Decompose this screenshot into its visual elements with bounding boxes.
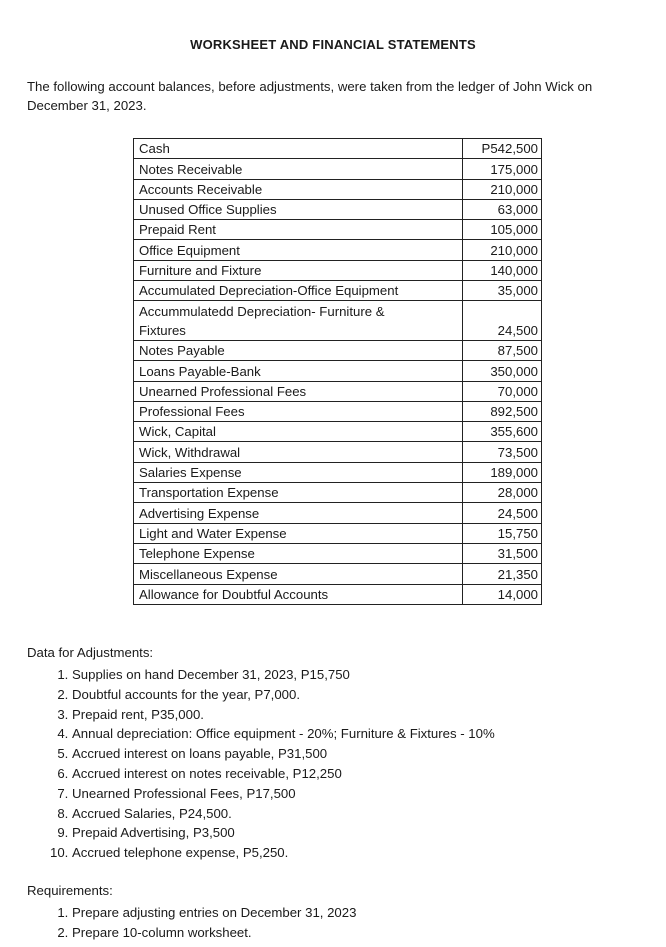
- table-row: [134, 361, 542, 381]
- intro-paragraph: The following account balances, before adjustments, were taken from the ledger of John Wick on December 31, 2023.: [27, 79, 593, 113]
- account-name: Furniture and Fixture: [134, 260, 463, 280]
- account-amount: 70,000: [463, 381, 542, 401]
- account-name: Unearned Professional Fees: [134, 381, 463, 401]
- table-row: [134, 199, 542, 219]
- account-amount: 35,000: [463, 281, 542, 301]
- table-row: [134, 564, 542, 584]
- account-name: Office Equipment: [134, 240, 463, 260]
- table-row: [134, 503, 542, 523]
- adjustments-heading: Data for Adjustments:: [27, 645, 154, 660]
- list-item: 1. Supplies on hand December 31, 2023, P15,750: [72, 665, 495, 685]
- account-amount: P542,500: [463, 139, 542, 159]
- account-name: Cash: [134, 139, 463, 159]
- account-name: Loans Payable-Bank: [134, 361, 463, 381]
- table-row: [134, 462, 542, 482]
- table-row: [134, 139, 542, 159]
- adjustments-list: [44, 665, 495, 863]
- account-amount: 189,000: [463, 462, 542, 482]
- table-row: [134, 442, 542, 462]
- account-name: Accummulatedd Depreciation- Furniture &: [134, 301, 463, 321]
- document-title: WORKSHEET AND FINANCIAL STATEMENTS: [190, 37, 476, 52]
- account-amount: 15,750: [463, 523, 542, 543]
- list-item: 6. Accrued interest on notes receivable, P12,250: [72, 764, 495, 784]
- account-amount: 28,000: [463, 483, 542, 503]
- table-row: [134, 321, 542, 341]
- list-item: 2. Doubtful accounts for the year, P7,000.: [72, 685, 495, 705]
- account-name: Notes Receivable: [134, 159, 463, 179]
- account-amount: 21,350: [463, 564, 542, 584]
- account-name: Advertising Expense: [134, 503, 463, 523]
- table-row: [134, 340, 542, 360]
- account-amount: 87,500: [463, 340, 542, 360]
- table-row: [134, 543, 542, 563]
- account-amount: [463, 301, 542, 321]
- table-row: [134, 260, 542, 280]
- account-name: Light and Water Expense: [134, 523, 463, 543]
- account-name: Transportation Expense: [134, 483, 463, 503]
- account-amount: 14,000: [463, 584, 542, 604]
- account-amount: 105,000: [463, 220, 542, 240]
- account-amount: 73,500: [463, 442, 542, 462]
- table-row: [134, 240, 542, 260]
- account-amount: 63,000: [463, 199, 542, 219]
- account-name: Wick, Withdrawal: [134, 442, 463, 462]
- account-name: Professional Fees: [134, 401, 463, 421]
- account-name: Unused Office Supplies: [134, 199, 463, 219]
- requirements-list: [44, 903, 356, 943]
- table-row: [134, 401, 542, 421]
- table-row: [134, 483, 542, 503]
- account-amount: 892,500: [463, 401, 542, 421]
- account-name: Accounts Receivable: [134, 179, 463, 199]
- account-amount: 24,500: [463, 503, 542, 523]
- account-name: Allowance for Doubtful Accounts: [134, 584, 463, 604]
- account-amount: 175,000: [463, 159, 542, 179]
- table-row: [134, 220, 542, 240]
- list-item: 2. Prepare 10-column worksheet.: [72, 923, 356, 943]
- list-item: 7. Unearned Professional Fees, P17,500: [72, 784, 495, 804]
- account-name: Wick, Capital: [134, 422, 463, 442]
- account-amount: 140,000: [463, 260, 542, 280]
- account-name: Prepaid Rent: [134, 220, 463, 240]
- table-row: [134, 179, 542, 199]
- account-amount: 210,000: [463, 240, 542, 260]
- table-row: [134, 159, 542, 179]
- account-amount: 350,000: [463, 361, 542, 381]
- account-name: Accumulated Depreciation-Office Equipment: [134, 281, 463, 301]
- list-item: 4. Annual depreciation: Office equipment - 20%; Furniture & Fixtures - 10%: [72, 724, 495, 744]
- account-name: Fixtures: [134, 321, 463, 341]
- account-name: Miscellaneous Expense: [134, 564, 463, 584]
- requirements-heading: Requirements:: [27, 883, 113, 898]
- list-item: 8. Accrued Salaries, P24,500.: [72, 804, 495, 824]
- account-name: Salaries Expense: [134, 462, 463, 482]
- account-amount: 24,500: [463, 321, 542, 341]
- table-row: [134, 584, 542, 604]
- table-row: [134, 523, 542, 543]
- list-item: 3. Prepaid rent, P35,000.: [72, 705, 495, 725]
- table-row: [134, 422, 542, 442]
- account-amount: 31,500: [463, 543, 542, 563]
- list-item: 5. Accrued interest on loans payable, P31,500: [72, 744, 495, 764]
- table-row: [134, 281, 542, 301]
- table-row: [134, 381, 542, 401]
- table-row: [134, 301, 542, 321]
- account-amount: 355,600: [463, 422, 542, 442]
- list-item: 10. Accrued telephone expense, P5,250.: [72, 843, 495, 863]
- account-amount: 210,000: [463, 179, 542, 199]
- account-name: Telephone Expense: [134, 543, 463, 563]
- list-item: 9. Prepaid Advertising, P3,500: [72, 823, 495, 843]
- account-name: Notes Payable: [134, 340, 463, 360]
- ledger-table: [133, 138, 542, 605]
- list-item: 1. Prepare adjusting entries on December 31, 2023: [72, 903, 356, 923]
